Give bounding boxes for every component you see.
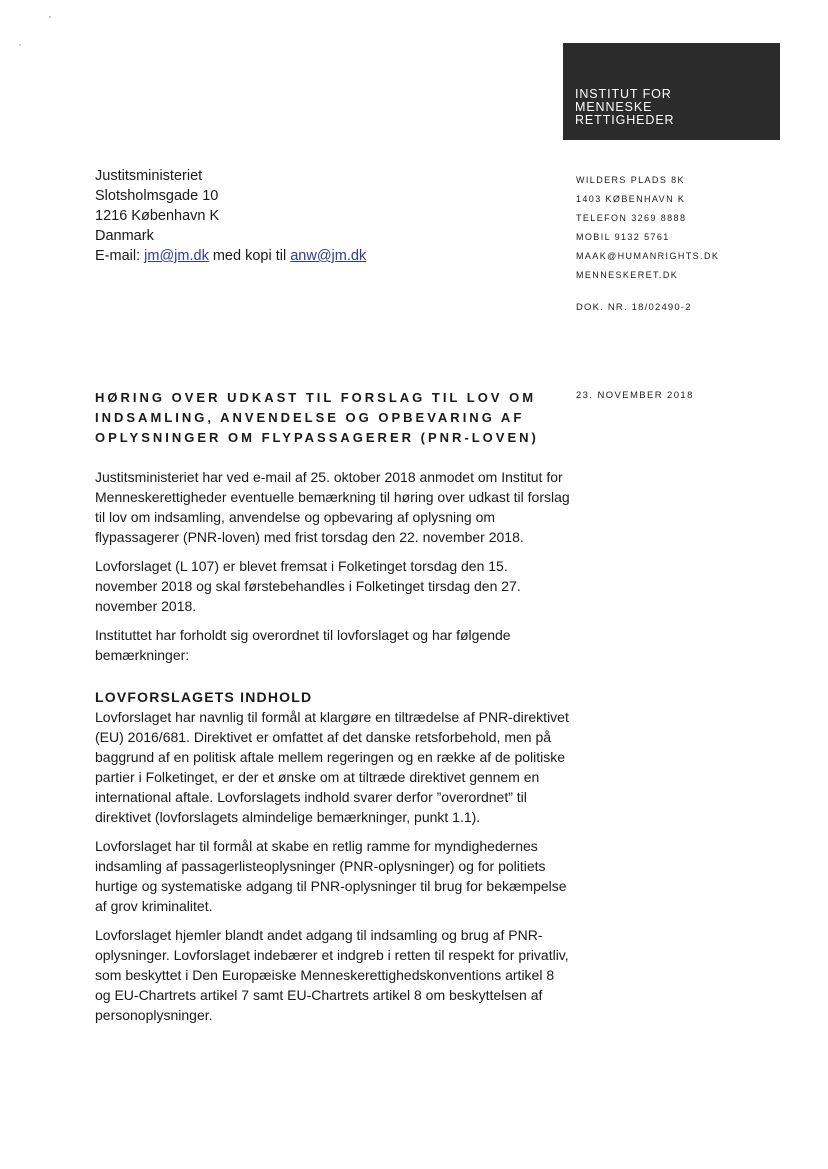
sender-mobile: MOBIL 9132 5761 (576, 232, 670, 242)
paragraph-intro: Justitsministeriet har ved e-mail af 25. oktober 2018 anmodet om Institut for Menneskerettigheder eventuelle bemærkning til høring over udkast til forslag til lov om indsamling, anvendelse og opbevaring af oplysning om flypassagerer (PNR-loven) med frist torsdag den 22. november 2018. (95, 469, 570, 545)
institute-logo (563, 43, 780, 140)
sender-city: 1403 KØBENHAVN K (576, 194, 686, 204)
sender-contact (576, 171, 719, 285)
paragraph-bill-purpose: Lovforslaget har navnlig til formål at klargøre en tiltrædelse af PNR-direktivet (EU) 2016/681. Direktivet er omfattet af det danske retsforbehold, men på baggrund af en politisk aftale mellem regeringen og en række af de politiske partier i Folketinget, er der et ønske om at tiltræde direktivet gennem en international aftale. Lovforslagets indhold svarer derfor ”overordnet” til direktivet (lovforslagets almindelige bemærkninger, punkt 1.1). (95, 709, 569, 825)
sender-phone: TELEFON 3269 8888 (576, 213, 687, 223)
recipient-country: Danmark (95, 228, 154, 244)
scan-speck (19, 44, 21, 46)
recipient-city: 1216 København K (95, 208, 220, 224)
sender-web: MENNESKERET.DK (576, 270, 679, 280)
cc-text: med kopi til (208, 248, 291, 264)
title-line-2: INDSAMLING, ANVENDELSE OG OPBEVARING AF (95, 410, 525, 425)
sender-address: WILDERS PLADS 8K (576, 175, 685, 185)
scan-speck (49, 16, 51, 18)
document-number: DOK. NR. 18/02490-2 (576, 302, 692, 313)
recipient-name: Justitsministeriet (95, 168, 203, 184)
logo-line-3: RETTIGHEDER (575, 113, 675, 127)
title-line-3: OPLYSNINGER OM FLYPASSAGERER (PNR-LOVEN) (95, 430, 539, 445)
recipient-street: Slotsholmsgade 10 (95, 188, 219, 204)
letter-title (95, 388, 555, 448)
email-link[interactable]: jm@jm.dk (144, 248, 209, 264)
email-label: E-mail: (95, 248, 145, 264)
sender-email: MAAK@HUMANRIGHTS.DK (576, 251, 720, 261)
logo-line-2: MENNESKE (575, 100, 653, 114)
logo-line-1: INSTITUT FOR (575, 87, 672, 101)
cc-email-link[interactable]: anw@jm.dk (290, 248, 367, 264)
recipient-address (95, 166, 366, 266)
section-heading: LOVFORSLAGETS INDHOLD (95, 689, 313, 705)
paragraph-privacy: Lovforslaget hjemler blandt andet adgang til indsamling og brug af PNR-oplysninger. Lovforslaget indebærer et indgreb i retten til respekt for privatliv, som beskyttet i Den Europæiske Menneskerettighedskonventions artikel 8 og EU-Chartrets artikel 7 samt EU-Chartrets artikel 8 om beskyttelsen af personoplysninger. (95, 927, 569, 1023)
title-line-1: HØRING OVER UDKAST TIL FORSLAG TIL LOV OM (95, 390, 537, 405)
letter-body (95, 467, 570, 1034)
recipient-email-line (95, 246, 366, 266)
paragraph-remarks-intro: Instituttet har forholdt sig overordnet til lovforslaget og har følgende bemærkninger: (95, 627, 511, 663)
paragraph-legal-framework: Lovforslaget har til formål at skabe en retlig ramme for myndighedernes indsamling af passagerlisteoplysninger (PNR-oplysninger) og for politiets hurtige og systematiske adgang til PNR-oplysninger til brug for bekæmpelse af grov kriminalitet. (95, 838, 567, 914)
paragraph-bill-status: Lovforslaget (L 107) er blevet fremsat i Folketinget torsdag den 15. november 2018 og skal førstebehandles i Folketinget tirsdag den 27. november 2018. (95, 558, 521, 614)
letter-date: 23. NOVEMBER 2018 (576, 390, 694, 401)
